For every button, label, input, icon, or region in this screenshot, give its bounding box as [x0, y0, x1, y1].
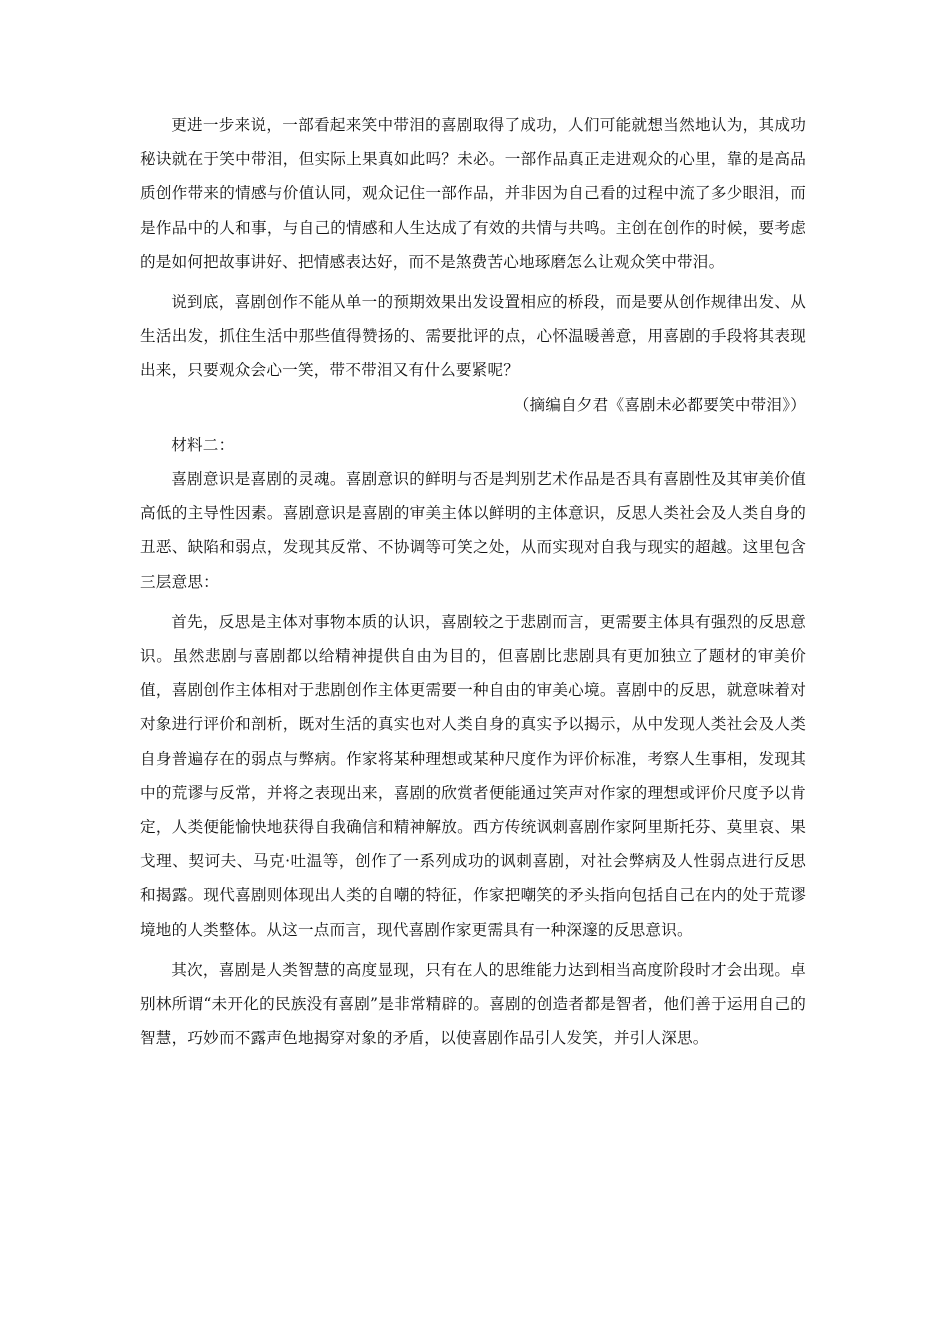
paragraph-comedy-consciousness: 喜剧意识是喜剧的灵魂。喜剧意识的鲜明与否是判别艺术作品是否具有喜剧性及其审美价值高低的主导性因素。喜剧意识是喜剧的审美主体以鲜明的主体意识，反思人类社会及人类自身的丑恶、缺陷和弱点，发现其反常、不协调等可笑之处，从而实现对自我与现实的超越。这里包含三层意思：	[140, 470, 806, 591]
paragraph-reflection: 首先，反思是主体对事物本质的认识，喜剧较之于悲剧而言，更需要主体具有强烈的反思意识。虽然悲剧与喜剧都以给精神提供自由为目的，但喜剧比悲剧具有更加独立了题材的审美价值，喜剧创作主体相对于悲剧创作主体更需要一种自由的审美心境。喜剧中的反思，就意味着对对象进行评价和剖析，既对生活的真实也对人类自身的真实予以揭示，从中发现人类社会及人类自身普遍存在的弱点与弊病。作家将某种理想或某种尺度作为评价标准，考察人生事相，发现其中的荒谬与反常，并将之表现出来，喜剧的欣赏者便能通过笑声对作家的理想或评价尺度予以肯定，人类便能愉快地获得自我确信和精神解放。西方传统讽刺喜剧作家阿里斯托芬、莫里哀、果戈理、契诃夫、马克·吐温等，创作了一系列成功的讽刺喜剧，对社会弊病及人性弱点进行反思和揭露。现代喜剧则体现出人类的自嘲的特征，作家把嘲笑的矛头指向包括自己在内的处于荒谬境地的人类整体。从这一点而言，现代喜剧作家更需具有一种深邃的反思意识。	[140, 612, 806, 939]
material-two-heading: 材料二：	[171, 435, 235, 454]
paragraph-comedy-tears: 更进一步来说，一部看起来笑中带泪的喜剧取得了成功，人们可能就想当然地认为，其成功秘诀就在于笑中带泪，但实际上果真如此吗？未必。一部作品真正走进观众的心里，靠的是高品质创作带来的情感与价值认同，观众记住一部作品，并非因为自己看的过程中流了多少眼泪，而是作品中的人和事，与自己的情感和人生达成了有效的共情与共鸣。主创在创作的时候，要考虑的是如何把故事讲好、把情感表达好，而不是煞费苦心地琢磨怎么让观众笑中带泪。	[140, 116, 806, 271]
paragraph-comedy-creation: 说到底，喜剧创作不能从单一的预期效果出发设置相应的桥段，而是要从创作规律出发、从生活出发，抓住生活中那些值得赞扬的、需要批评的点，心怀温暖善意，用喜剧的手段将其表现出来，只要观众会心一笑，带不带泪又有什么要紧呢？	[140, 293, 806, 380]
paragraph-wisdom: 其次，喜剧是人类智慧的高度显现，只有在人的思维能力达到相当高度阶段时才会出现。卓别林所谓“未开化的民族没有喜剧”是非常精辟的。喜剧的创造者都是智者，他们善于运用自己的智慧，巧妙而不露声色地揭穿对象的矛盾，以使喜剧作品引人发笑，并引人深思。	[140, 960, 806, 1048]
document-page	[140, 108, 806, 1055]
source-citation: （摘编自夕君《喜剧未必都要笑中带泪》）	[513, 395, 806, 414]
